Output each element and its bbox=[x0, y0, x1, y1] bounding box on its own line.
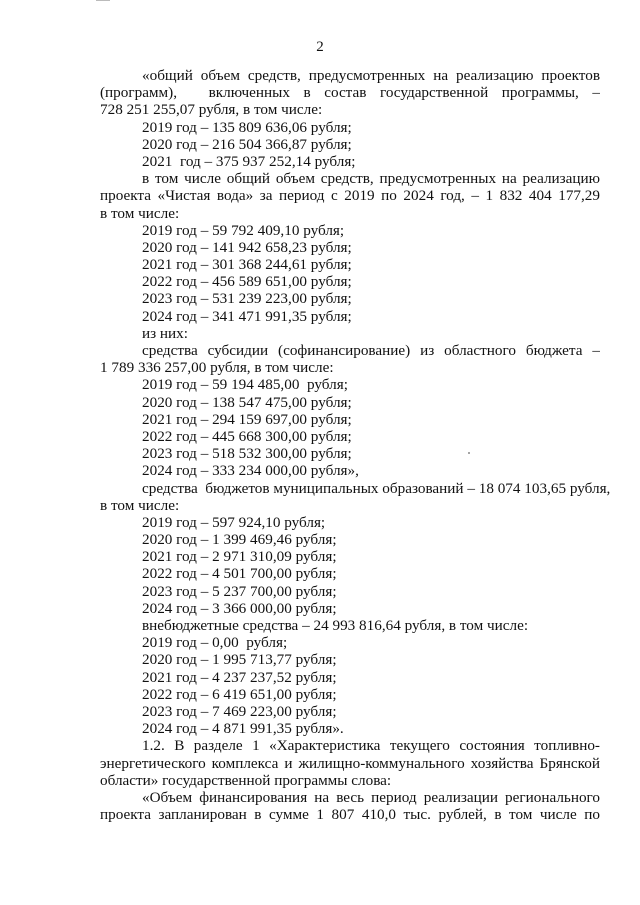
page-number: 2 bbox=[316, 39, 324, 55]
year-line: 2023 год – 5 237 700,00 рубля; bbox=[142, 582, 337, 600]
scan-mark bbox=[96, 0, 110, 4]
year-line: 2021 год – 301 368 244,61 рубля; bbox=[142, 256, 352, 274]
year-line: 2019 год – 0,00 рубля; bbox=[142, 634, 288, 652]
year-line: 2022 год – 456 589 651,00 рубля; bbox=[142, 273, 352, 291]
year-line: 2020 год – 138 547 475,00 рубля; bbox=[142, 393, 352, 411]
paragraph-line: 1.2. В разделе 1 «Характеристика текущего состояния топливно- bbox=[142, 737, 600, 755]
year-line: 2020 год – 1 399 469,46 рубля; bbox=[142, 531, 337, 549]
paragraph-line: 1 789 336 257,00 рубля, в том числе: bbox=[100, 359, 334, 377]
paragraph-line: области» государственной программы слова: bbox=[100, 771, 392, 789]
paragraph-line: «Объем финансирования на весь период реализации регионального bbox=[142, 788, 600, 806]
year-line: 2020 год – 1 995 713,77 рубля; bbox=[142, 651, 337, 669]
year-line: 2021 год – 294 159 697,00 рубля; bbox=[142, 410, 352, 428]
year-line: 2023 год – 531 239 223,00 рубля; bbox=[142, 290, 352, 308]
year-line: 2022 год – 6 419 651,00 рубля; bbox=[142, 685, 337, 703]
year-line: 2019 год – 59 792 409,10 рубля; bbox=[142, 221, 345, 239]
year-line: 2022 год – 4 501 700,00 рубля; bbox=[142, 565, 337, 583]
year-line: 2021 год – 4 237 237,52 рубля; bbox=[142, 668, 337, 686]
year-line: 2024 год – 333 234 000,00 рубля», bbox=[142, 462, 359, 480]
paragraph-line: из них: bbox=[142, 324, 188, 342]
paragraph-line: (программ), включенных в состав государственной программы, – bbox=[100, 84, 600, 102]
paragraph-line: энергетического комплекса и жилищно-коммунального хозяйства Брянской bbox=[100, 754, 600, 772]
year-line: 2023 год – 7 469 223,00 рубля; bbox=[142, 702, 337, 720]
document-body bbox=[100, 67, 611, 824]
paragraph-line: проекта «Чистая вода» за период с 2019 по 2024 год, – 1 832 404 177,29 bbox=[100, 187, 600, 205]
year-line: 2021 год – 2 971 310,09 рубля; bbox=[142, 548, 337, 566]
paragraph-line: проекта запланирован в сумме 1 807 410,0 тыс. рублей, в том числе по bbox=[100, 806, 600, 824]
paragraph-line: 728 251 255,07 рубля, в том числе: bbox=[100, 101, 323, 119]
paragraph-line: внебюджетные средства – 24 993 816,64 рубля, в том числе: bbox=[142, 617, 529, 634]
scan-speck bbox=[468, 452, 470, 454]
paragraph-line: «общий объем средств, предусмотренных на реализацию проектов bbox=[142, 67, 600, 84]
paragraph-line: в том числе общий объем средств, предусмотренных на реализацию bbox=[142, 170, 600, 188]
year-line: 2019 год – 135 809 636,06 рубля; bbox=[142, 118, 352, 136]
paragraph-line: средства субсидии (софинансирование) из областного бюджета – bbox=[142, 342, 600, 359]
year-line: 2021 год – 375 937 252,14 рубля; bbox=[142, 152, 356, 170]
year-line: 2019 год – 597 924,10 рубля; bbox=[142, 513, 326, 531]
year-line: 2024 год – 3 366 000,00 рубля; bbox=[142, 599, 337, 617]
year-line: 2020 год – 141 942 658,23 рубля; bbox=[142, 238, 352, 256]
year-line: 2024 год – 341 471 991,35 рубля; bbox=[142, 307, 352, 325]
year-line: 2023 год – 518 532 300,00 рубля; bbox=[142, 445, 352, 463]
year-line: 2022 год – 445 668 300,00 рубля; bbox=[142, 427, 352, 445]
paragraph-line: в том числе: bbox=[100, 204, 180, 222]
paragraph-line: средства бюджетов муниципальных образований – 18 074 103,65 рубля, bbox=[142, 479, 611, 497]
paragraph-line: в том числе: bbox=[100, 496, 180, 514]
year-line: 2024 год – 4 871 991,35 рубля». bbox=[142, 720, 344, 738]
year-line: 2020 год – 216 504 366,87 рубля; bbox=[142, 135, 352, 153]
year-line: 2019 год – 59 194 485,00 рубля; bbox=[142, 376, 348, 394]
